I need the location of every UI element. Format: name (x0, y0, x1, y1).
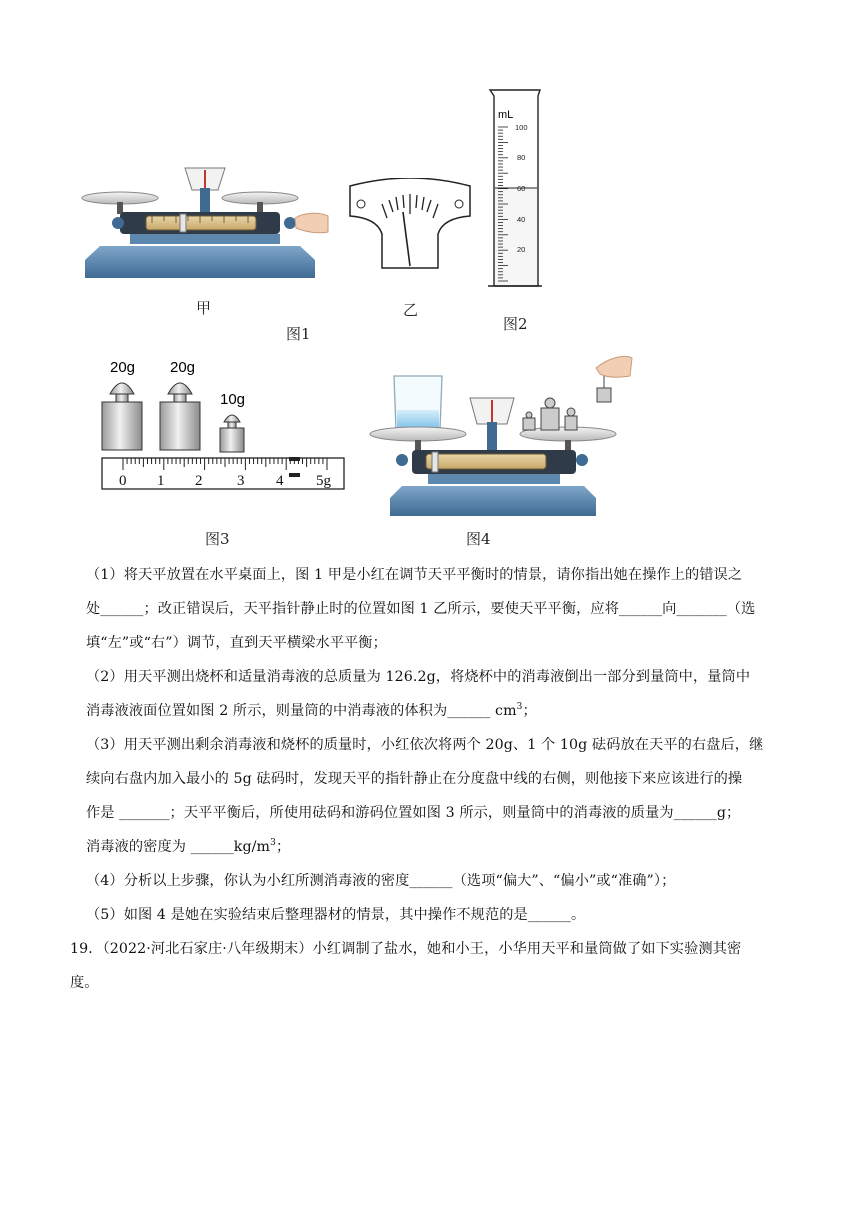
q1-line-2: 处______；改正错误后，天平指针静止时的位置如图 1 乙所示，要使天平平衡，应将______向_______（选 (86, 601, 756, 617)
fig3-caption: 图3 (205, 530, 230, 548)
q3-unit-superscript: 3 (270, 838, 276, 848)
q19-line-1: 19．（2022·河北石家庄·八年级期末）小红调制了盐水，她和小王，小华用天平和量筒做了如下实验测其密 (70, 941, 742, 957)
fig1-caption: 图1 (286, 325, 311, 343)
q3-line-3: 作是 _______；天平平衡后，所使用砝码和游码位置如图 3 所示，则量筒中的消毒液的质量为______g； (86, 805, 741, 821)
fig1-left-label: 甲 (196, 299, 212, 317)
fig2-caption: 图2 (503, 315, 528, 333)
graduated-cylinder-figure (484, 88, 546, 290)
cylinder-tick-label: 20 (517, 245, 526, 254)
q2-line-2-end: ； (522, 703, 537, 719)
ruler-label: 0 (119, 473, 127, 489)
fig1-right-label: 乙 (403, 301, 419, 319)
q3-line-4 (86, 830, 776, 864)
balance-adjusting-figure (80, 160, 330, 285)
ruler-label: 4 (276, 473, 284, 489)
fig4-caption: 图4 (466, 530, 491, 548)
q2-line-1: （2）用天平测出烧杯和适量消毒液的总质量为 126.2g，将烧杯中的消毒液倒出一部分到量筒中，量筒中 (86, 669, 751, 685)
pointer-scale-figure (345, 178, 475, 270)
q2-line-2-text: 消毒液液面位置如图 2 所示，则量筒的中消毒液的体积为______ cm (86, 703, 517, 719)
ruler-label: 2 (195, 473, 203, 489)
weight-label-20g-1: 20g (110, 359, 136, 376)
q2-line-2 (86, 694, 776, 728)
q3-line-4-end: ； (275, 839, 291, 855)
q4-line-1: （4）分析以上步骤，你认为小红所测消毒液的密度______（选项“偏大”、“偏小”或“准确”）； (86, 873, 676, 889)
q3-line-4-text: 消毒液的密度为 ______kg/m (86, 839, 271, 855)
cylinder-tick-label: 60 (517, 184, 526, 193)
cylinder-unit: mL (498, 109, 514, 121)
q3-line-2: 续向右盘内加入最小的 5g 砝码时，发现天平的指针静止在分度盘中线的右侧，则他接下来应该进行的操 (86, 771, 743, 787)
weights-and-rider-figure (96, 354, 352, 492)
q5-line-1: （5）如图 4 是她在实验结束后整理器材的情景，其中操作不规范的是______。 (86, 907, 586, 923)
q1-line-1: （1）将天平放置在水平桌面上，图 1 甲是小红在调节天平平衡时的情景，请你指出她在操作上的错误之 (86, 567, 743, 583)
cylinder-tick-label: 40 (517, 215, 526, 224)
q3-line-1: （3）用天平测出剩余消毒液和烧杯的质量时，小红依次将两个 20g、1 个 10g 砝码放在天平的右盘后，继 (86, 737, 764, 753)
ruler-label: 1 (157, 473, 165, 489)
weight-label-10g: 10g (220, 391, 246, 408)
q19-line-2: 度。 (70, 975, 99, 991)
ruler-label: 3 (237, 473, 245, 489)
weight-label-20g-2: 20g (170, 359, 196, 376)
q1-line-3: 填“左”或“右”）调节，直到天平横梁水平平衡； (86, 635, 387, 651)
balance-cleanup-figure (368, 352, 638, 520)
cylinder-tick-label: 100 (515, 123, 528, 132)
ruler-label: 5g (316, 473, 331, 489)
q2-unit-superscript: 3 (516, 702, 523, 712)
cylinder-tick-label: 80 (517, 153, 526, 162)
